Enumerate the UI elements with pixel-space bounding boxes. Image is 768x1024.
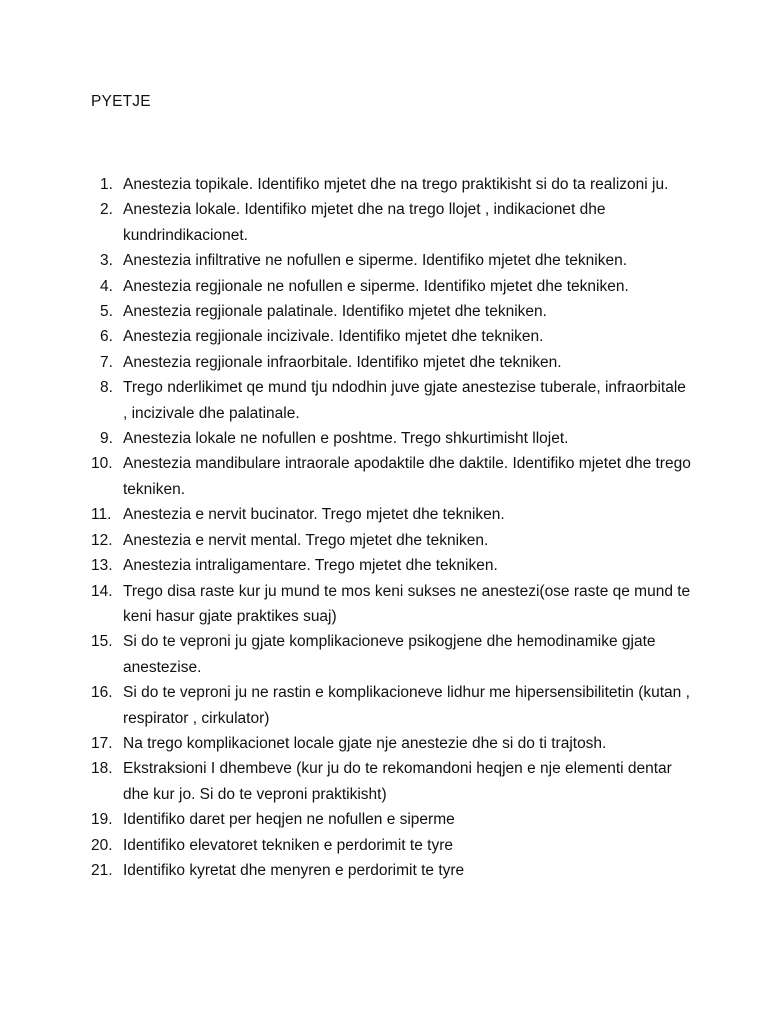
- question-item: [91, 274, 691, 299]
- question-item: [91, 579, 691, 630]
- question-text: Anestezia regjionale palatinale. Identifiko mjetet dhe tekniken.: [123, 303, 547, 321]
- question-number: 16.: [91, 684, 113, 702]
- question-number: 8.: [100, 379, 113, 397]
- question-item: [91, 324, 691, 349]
- question-item: [91, 299, 691, 324]
- question-text: Trego nderlikimet qe mund tju ndodhin juve gjate anestezise tuberale, infraorbitale , incizivale dhe palatinale.: [123, 379, 686, 422]
- question-item: [91, 833, 691, 858]
- question-number: 15.: [91, 633, 113, 651]
- question-number: 9.: [100, 430, 113, 448]
- question-text: Si do te veproni ju ne rastin e komplikacioneve lidhur me hipersensibilitetin (kutan , respirator , cirkulator): [123, 684, 690, 727]
- question-item: [91, 731, 691, 756]
- question-text: Anestezia regjionale incizivale. Identifiko mjetet dhe tekniken.: [123, 328, 544, 346]
- question-item: [91, 680, 691, 731]
- question-text: Anestezia intraligamentare. Trego mjetet dhe tekniken.: [123, 557, 498, 575]
- question-number: 13.: [91, 557, 113, 575]
- question-item: [91, 426, 691, 451]
- question-number: 14.: [91, 582, 113, 600]
- question-text: Si do te veproni ju gjate komplikacioneve psikogjene dhe hemodinamike gjate anestezise.: [123, 633, 656, 676]
- question-list: [91, 172, 691, 883]
- question-item: [91, 451, 691, 502]
- question-number: 21.: [91, 861, 113, 879]
- question-text: Identifiko daret per heqjen ne nofullen e siperme: [123, 811, 455, 829]
- question-text: Anestezia lokale. Identifiko mjetet dhe na trego llojet , indikacionet dhe kundrindikacionet.: [123, 201, 606, 244]
- question-number: 4.: [100, 277, 113, 295]
- question-number: 2.: [100, 201, 113, 219]
- question-number: 20.: [91, 836, 113, 854]
- question-number: 1.: [100, 176, 113, 193]
- question-number: 7.: [100, 353, 113, 371]
- question-number: 3.: [100, 252, 113, 270]
- question-item: [91, 197, 691, 248]
- question-number: 10.: [91, 455, 113, 473]
- question-item: [91, 248, 691, 273]
- question-text: Identifiko kyretat dhe menyren e perdorimit te tyre: [123, 861, 465, 879]
- question-item: [91, 858, 691, 883]
- question-item: [91, 528, 691, 553]
- question-number: 17.: [91, 734, 113, 752]
- question-number: 19.: [91, 811, 113, 829]
- question-item: [91, 375, 691, 426]
- question-text: Identifiko elevatoret tekniken e perdorimit te tyre: [123, 836, 453, 854]
- question-text: Anestezia topikale. Identifiko mjetet dhe na trego praktikisht si do ta realizoni ju.: [123, 176, 669, 193]
- question-number: 5.: [100, 303, 113, 321]
- question-text: Anestezia mandibulare intraorale apodaktile dhe daktile. Identifiko mjetet dhe trego tekniken.: [123, 455, 691, 498]
- question-text: Anestezia lokale ne nofullen e poshtme. Trego shkurtimisht llojet.: [123, 430, 569, 448]
- question-number: 12.: [91, 531, 113, 549]
- question-text: Anestezia e nervit mental. Trego mjetet dhe tekniken.: [123, 531, 489, 549]
- question-text: Anestezia infiltrative ne nofullen e siperme. Identifiko mjetet dhe tekniken.: [123, 252, 628, 270]
- question-item: [91, 350, 691, 375]
- question-item: [91, 629, 691, 680]
- question-text: Anestezia regjionale ne nofullen e siperme. Identifiko mjetet dhe tekniken.: [123, 277, 629, 295]
- question-text: Anestezia e nervit bucinator. Trego mjetet dhe tekniken.: [123, 506, 505, 524]
- question-text: Trego disa raste kur ju mund te mos keni sukses ne anestezi(ose raste qe mund te keni hasur gjate praktikes suaj): [123, 582, 691, 625]
- question-text: Anestezia regjionale infraorbitale. Identifiko mjetet dhe tekniken.: [123, 353, 562, 371]
- question-item: [91, 553, 691, 578]
- question-number: 11.: [91, 506, 112, 524]
- question-number: 18.: [91, 760, 113, 778]
- question-item: [91, 807, 691, 832]
- question-item: [91, 502, 691, 527]
- question-text: Ekstraksioni I dhembeve (kur ju do te rekomandoni heqjen e nje elementi dentar dhe kur jo. Si do te veproni praktikisht): [123, 760, 672, 803]
- page-title: PYETJE: [91, 93, 151, 110]
- question-number: 6.: [100, 328, 113, 346]
- question-item: [91, 756, 691, 807]
- question-text: Na trego komplikacionet locale gjate nje anestezie dhe si do ti trajtosh.: [123, 734, 607, 752]
- question-item: [91, 172, 691, 197]
